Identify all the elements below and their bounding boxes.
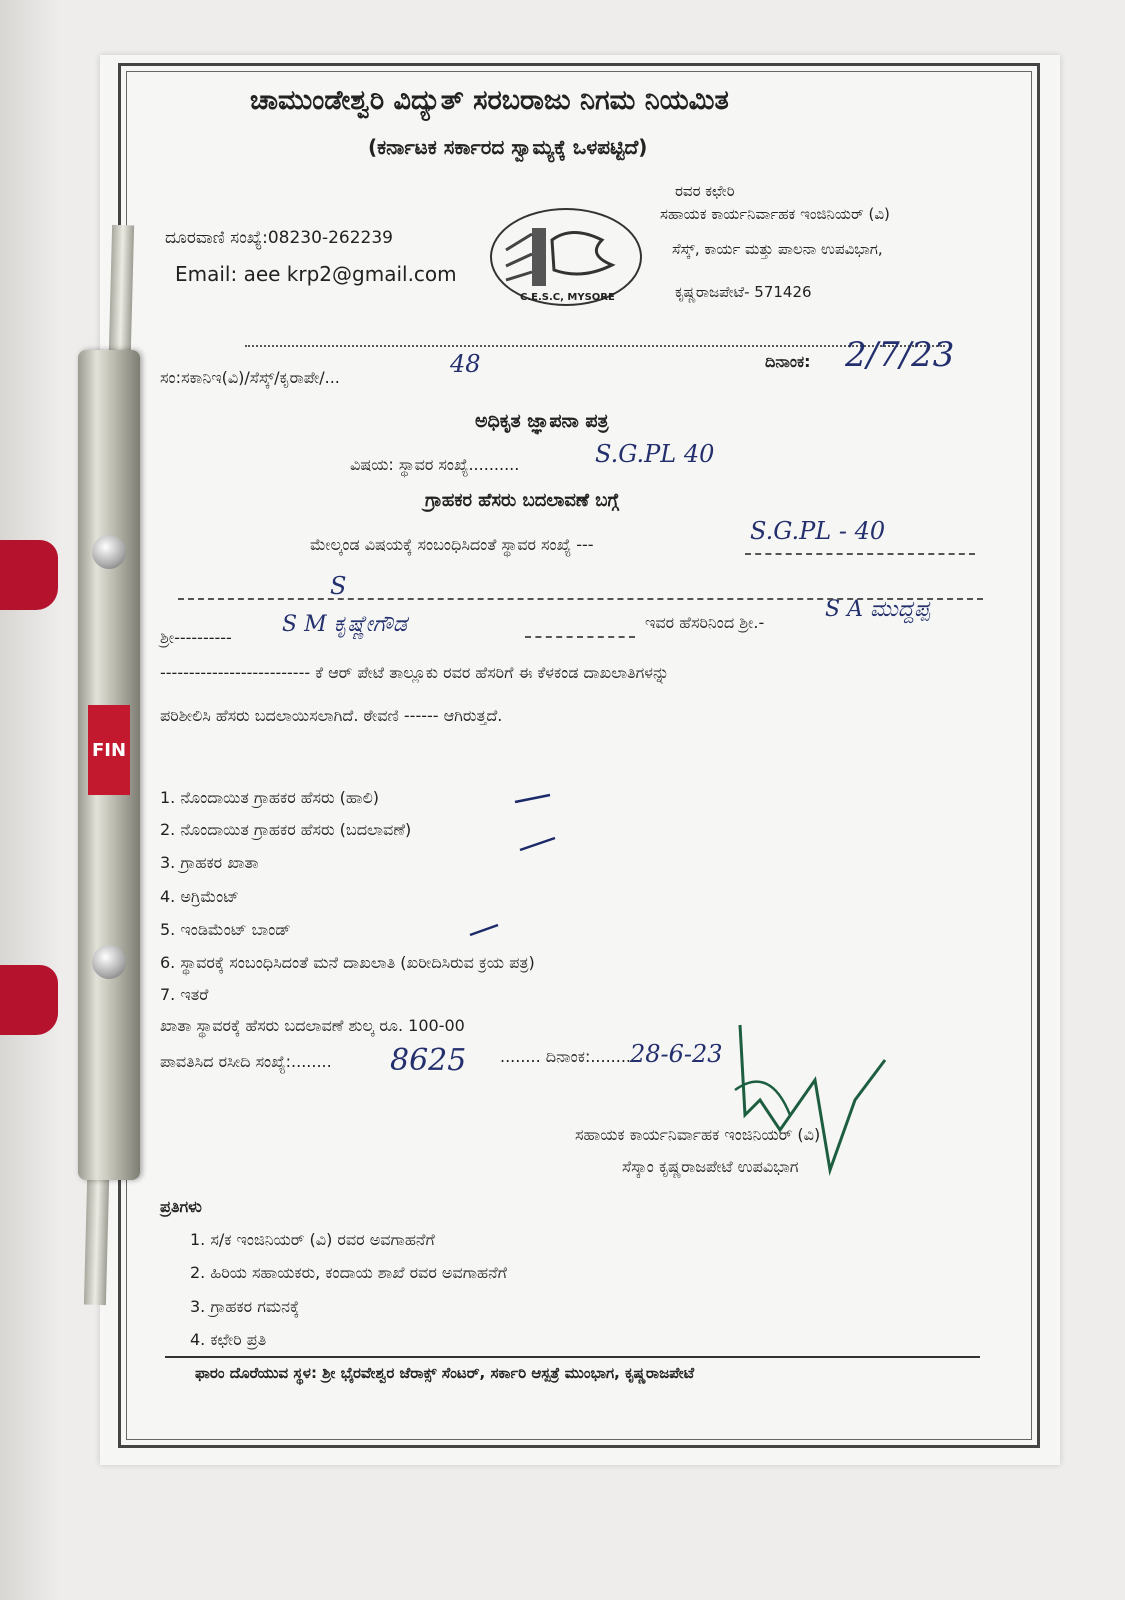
copy-item-3: 3. ಗ್ರಾಹಕರ ಗಮನಕ್ಕೆ [190,1297,300,1316]
sri-label: ಶ್ರೀ---------- [160,628,232,647]
date-label: ದಿನಾಂಕ: [765,352,811,371]
receipt-number: 8625 [390,1043,467,1078]
taluk-line: -------------------------- ಕೆ ಆರ್ ಪೇಟೆ ತಾಲ್ಲೂಕು ರವರ ಹೆಸರಿಗೆ ಈ ಕೆಳಕಂಡ ದಾಖಲಾತಿಗಳನ್ನು [160,663,670,682]
doc-item-6: 6. ಸ್ಥಾವರಕ್ಕೆ ಸಂಬಂಧಿಸಿದಂತೆ ಮನೆ ದಾಖಲಾತಿ (ಖರೀದಿಸಿರುವ ಕ್ರಯ ಪತ್ರ) [160,953,535,972]
email-address: Email: aee krp2@gmail.com [175,262,457,286]
hand-letter-s: S [330,572,347,600]
office-line2: ಸಹಾಯಕ ಕಾರ್ಯನಿರ್ವಾಹಕ ಇಂಜಿನಿಯರ್ (ವಿ) [660,205,890,223]
scan-shadow [0,0,60,1600]
ref-label: ಸಂ:ಸಕಾನಿಇ(ವಿ)/ಸೆಸ್ಕ್/ಕೃರಾಪೇ/... [160,368,340,387]
doc-item-2: 2. ನೊಂದಾಯಿತ ಗ್ರಾಹಕರ ಹೆಸರು (ಬದಲಾವಣೆ) [160,820,412,839]
logo-emblem-icon [492,210,640,304]
logo-text: C.E.S.C, MYSORE [520,292,615,303]
office-line3: ಸೆಸ್ಕ್, ಕಾರ್ಯ ಮತ್ತು ಪಾಲನಾ ಉಪವಿಭಾಗ, [672,240,883,258]
ref-line: ಮೇಲ್ಕಂಡ ವಿಷಯಕ್ಕೆ ಸಂಬಂಧಿಸಿದಂತೆ ಸ್ಥಾವರ ಸಂಖ್ಯೆ --- [310,535,594,554]
ref-number: 48 [450,350,481,378]
subject-line2: ಗ್ರಾಹಕರ ಹೆಸರು ಬದಲಾವಣೆ ಬಗ್ಗೆ [425,490,619,511]
doc-item-3: 3. ಗ್ರಾಹಕರ ಖಾತಾ [160,853,259,872]
rivet-bottom [92,945,126,979]
copy-item-2: 2. ಹಿರಿಯ ಸಹಾಯಕರು, ಕಂದಾಯ ಶಾಖೆ ರವರ ಅವಗಾಹನೆಗೆ [190,1263,507,1282]
receipt-label: ಪಾವತಿಸಿದ ರಸೀದಿ ಸಂಖ್ಯೆ:........ [160,1052,332,1071]
doc-item-4: 4. ಅಗ್ರಿಮೆಂಟ್ [160,887,239,906]
from-label: ಇವರ ಹೆಸರಿನಿಂದ ಶ್ರೀ.- [645,613,765,632]
org-name: ಚಾಮುಂಡೇಶ್ವರಿ ವಿದ್ಯುತ್ ಸರಬರಾಜು ನಿಗಮ ನಿಯಮಿತ [250,85,729,116]
new-consumer-name: S A ಮುದ್ದಪ್ಪ [825,597,930,622]
doc-title: ಅಧಿಕೃತ ಜ್ಞಾಪನಾ ಪತ್ರ [475,410,609,432]
copies-heading: ಪ್ರತಿಗಳು [160,1197,202,1216]
phone-number: ದೂರವಾಣಿ ಸಂಖ್ಯೆ:08230-262239 [165,228,393,248]
rivet-top [92,535,126,569]
receipt-date: 28-6-23 [630,1040,723,1068]
verify-line: ಪರಿಶೀಲಿಸಿ ಹೆಸರು ಬದಲಾಯಿಸಲಾಗಿದೆ. ಠೇವಣಿ ------ ಆಗಿರುತ್ತದೆ. [160,706,503,725]
office-line1: ರವರ ಕಛೇರಿ [675,182,735,200]
doc-item-7: 7. ಇತರೆ [160,985,209,1004]
org-subtitle: (ಕರ್ನಾಟಕ ಸರ್ಕಾರದ ಸ್ವಾಮ್ಯಕ್ಕೆ ಒಳಪಟ್ಟಿದೆ) [368,135,648,159]
doc-item-1: 1. ನೊಂದಾಯಿತ ಗ್ರಾಹಕರ ಹೆಸರು (ಹಾಲಿ) [160,788,380,807]
subject-label: ವಿಷಯ: ಸ್ಥಾವರ ಸಂಖ್ಯೆ.......... [350,455,520,474]
old-consumer-name: S M ಕೃಷ್ಣೇಗೌಡ [282,612,407,637]
footer-text: ಫಾರಂ ದೊರೆಯುವ ಸ್ಥಳ: ಶ್ರೀ ಭೈರವೇಶ್ವರ ಜೆರಾಕ್ಸ್ ಸೆಂಟರ್, ಸರ್ಕಾರಿ ಆಸ್ಪತ್ರೆ ಮುಂಭಾಗ, ಕೃಷ್ಣರಾಜಪೇಟೆ [195,1364,695,1382]
cesc-logo [490,208,642,306]
red-tab-top [0,540,58,610]
ref-value: S.G.PL - 40 [750,517,886,545]
doc-item-5: 5. ಇಂಡಿಮೆಂಟ್ ಬಾಂಡ್ [160,920,291,939]
subject-value: S.G.PL 40 [595,440,715,468]
signatory-line1: ಸಹಾಯಕ ಕಾರ್ಯನಿರ್ವಾಹಕ ಇಂಜಿನಿಯರ್ (ವಿ) [575,1125,821,1144]
date-value: 2/7/23 [845,335,955,375]
red-tab-bottom [0,965,58,1035]
office-line4: ಕೃಷ್ಣರಾಜಪೇಟೆ- 571426 [675,283,812,301]
tick-marks [460,790,560,950]
signatory-line2: ಸೆಸ್ಕಾಂ ಕೃಷ್ಣರಾಜಪೇಟೆ ಉಪವಿಭಾಗ [622,1157,799,1176]
copy-item-4: 4. ಕಛೇರಿ ಪ್ರತಿ [190,1330,267,1349]
copy-item-1: 1. ಸ/ಕ ಇಂಜಿನಿಯರ್ (ವಿ) ರವರ ಅವಗಾಹನೆಗೆ [190,1230,435,1249]
binder-label: FIN [88,705,130,795]
receipt-date-label: ........ ದಿನಾಂಕ:........ [500,1047,632,1066]
fee-line: ಖಾತಾ ಸ್ಥಾವರಕ್ಕೆ ಹೆಸರು ಬದಲಾವಣೆ ಶುಲ್ಕ ರೂ. 100-00 [160,1016,465,1035]
